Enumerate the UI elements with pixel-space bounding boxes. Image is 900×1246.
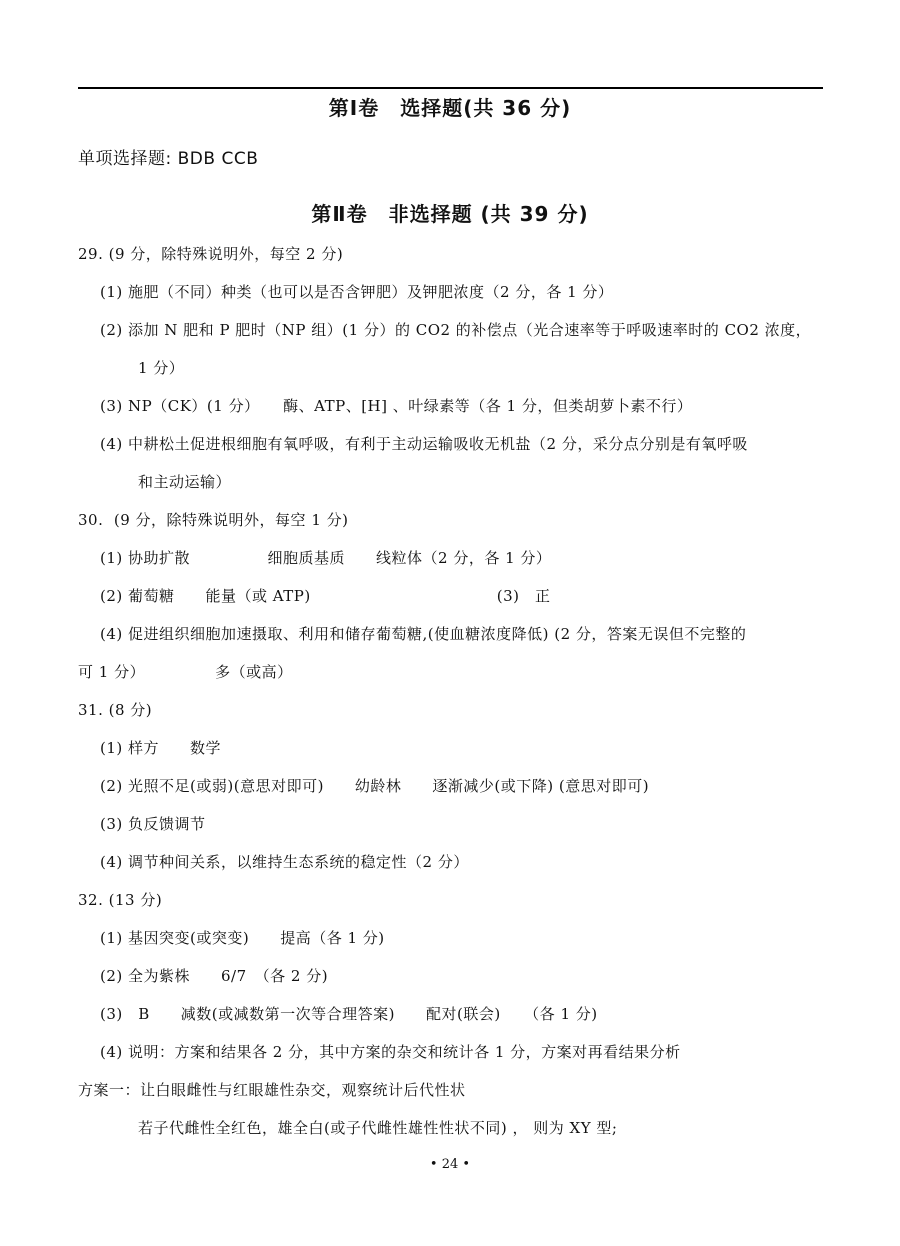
q30-answer-1: (1) 协助扩散 细胞质基质 线粒体（2 分，各 1 分） — [100, 549, 552, 567]
q32-answer-4: (4) 说明：方案和结果各 2 分，其中方案的杂交和统计各 1 分，方案对再看结果分析 — [100, 1043, 681, 1061]
section1-heading: 第Ⅰ卷 选择题(共 36 分) — [328, 96, 572, 120]
q30-answer-2-3: (2) 葡萄糖 能量（或 ATP) (3) 正 — [100, 587, 551, 605]
q29-answer-4-cont: 和主动运输） — [138, 473, 232, 491]
q29-answer-2: (2) 添加 N 肥和 P 肥时（NP 组）(1 分）的 CO2 的补偿点（光合速率等于呼吸速率时的 CO2 浓度， — [100, 321, 812, 339]
q31-answer-2: (2) 光照不足(或弱)(意思对即可) 幼龄林 逐渐减少(或下降) (意思对即可) — [100, 777, 650, 795]
q32-answer-2: (2) 全为紫株 6/7 （各 2 分) — [100, 967, 329, 985]
q32-plan-one: 方案一：让白眼雌性与红眼雄性杂交，观察统计后代性状 — [78, 1081, 466, 1099]
section2-heading: 第Ⅱ卷 非选择题 (共 39 分) — [311, 202, 589, 226]
q31-answer-4: (4) 调节种间关系，以维持生态系统的稳定性（2 分） — [100, 853, 469, 871]
q30-answer-4: (4) 促进组织细胞加速摄取、利用和储存葡萄糖,(使血糖浓度降低) (2 分，答案无误但不完整的 — [100, 625, 747, 643]
q32-plan-one-result: 若子代雌性全红色，雄全白(或子代雌性雄性性状不同) ， 则为 XY 型; — [138, 1119, 618, 1137]
q29-answer-4: (4) 中耕松土促进根细胞有氧呼吸，有利于主动运输吸收无机盐（2 分，采分点分别是有氧呼吸 — [100, 435, 748, 453]
q30-answer-4-cont: 可 1 分） 多（或高） — [78, 663, 293, 681]
page-number: • 24 • — [429, 1157, 471, 1172]
q29-heading: 29. (9 分，除特殊说明外，每空 2 分) — [78, 245, 344, 263]
q29-answer-2-cont: 1 分） — [138, 359, 185, 377]
mcq-answers: 单项选择题: BDB CCB — [78, 149, 259, 169]
q29-answer-1: (1) 施肥（不同）种类（也可以是否含钾肥）及钾肥浓度（2 分，各 1 分） — [100, 283, 614, 301]
q31-heading: 31. (8 分) — [78, 701, 153, 719]
q30-heading: 30. (9 分，除特殊说明外，每空 1 分) — [78, 511, 349, 529]
top-rule — [78, 87, 823, 89]
q32-answer-1: (1) 基因突变(或突变) 提高（各 1 分) — [100, 929, 385, 947]
q31-answer-1: (1) 样方 数学 — [100, 739, 222, 757]
q32-heading: 32. (13 分) — [78, 891, 163, 909]
q29-answer-3: (3) NP（CK）(1 分） 酶、ATP、[H] 、叶绿素等（各 1 分，但类胡萝卜素不行） — [100, 397, 693, 415]
q31-answer-3: (3) 负反馈调节 — [100, 815, 206, 833]
q32-answer-3: (3) B 减数(或减数第一次等合理答案) 配对(联会) （各 1 分) — [100, 1005, 598, 1023]
